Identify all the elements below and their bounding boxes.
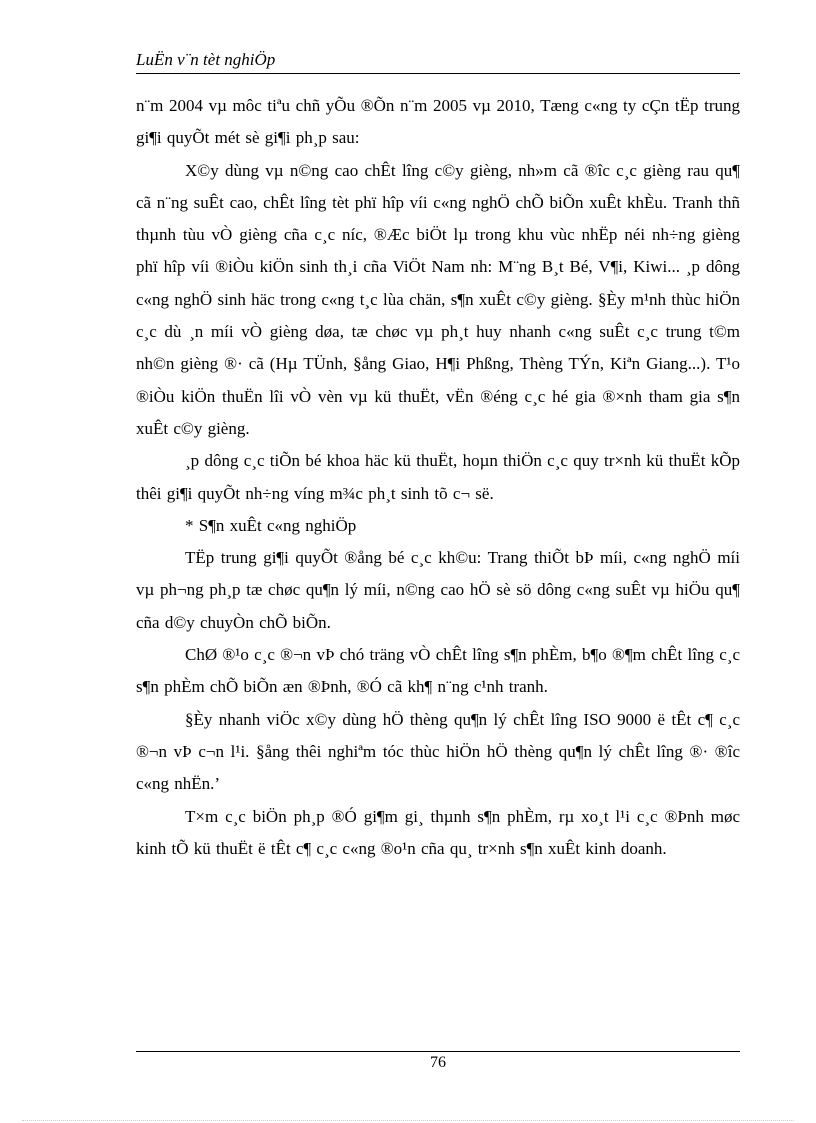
body-text <box>136 90 740 865</box>
page-number: 76 <box>430 1054 446 1071</box>
paragraph: ChØ ®¹o c¸c ®¬n vÞ chó träng vÒ chÊt lîng s¶n phÈm, b¶o ®¶m chÊt lîng c¸c s¶n phÈm chÕ biÕn æn ®Þnh, ®Ó cã kh¶ n¨ng c¹nh tranh. <box>136 645 740 697</box>
running-header: LuËn v¨n tèt nghiÖp <box>136 50 740 74</box>
section-heading: * S¶n xuÊt c«ng nghiÖp <box>185 515 357 535</box>
page-edge-divider <box>22 1120 794 1121</box>
paragraph: n¨m 2004 vµ môc tiªu chñ yÕu ®Õn n¨m 2005 vµ 2010, Tæng c«ng ty cÇn tËp trung gi¶i quyÕt mét sè gi¶i ph¸p sau: <box>136 96 740 148</box>
footer-rule <box>136 1051 740 1052</box>
paragraph: X©y dùng vµ n©ng cao chÊt lîng c©y gièng, nh»m cã ®îc c¸c gièng rau qu¶ cã n¨ng suÊt cao, chÊt lîng tèt phï hîp víi c«ng nghÖ chÕ biÕn xuÊt khÈu. Tranh thñ thµnh tùu vÒ gièng cña c¸c níc, ®Æc biÖt lµ trong khu vùc nhËp néi nh÷ng gièng phï hîp víi ®iÒu kiÖn sinh th¸i cña ViÖt Nam nh: M¨ng B¸t Bé, V¶i, Kiwi... ¸p dông c«ng nghÖ sinh häc trong c«ng t¸c lùa chän, s¶n xuÊt c©y gièng. §Èy m¹nh thùc hiÖn c¸c dù ¸n míi vÒ gièng døa, tæ chøc vµ ph¸t huy nhanh c«ng suÊt c¸c trung t©m nh©n gièng ®· cã (Hµ TÜnh, §ång Giao, H¶i Phßng, Thèng TÝn, Kiªn Giang...). T¹o ®iÒu kiÖn thuËn lîi vÒ vèn vµ kü thuËt, vËn ®éng c¸c hé gia ®×nh tham gia s¶n xuÊt c©y gièng. <box>136 160 740 438</box>
paragraph: T×m c¸c biÖn ph¸p ®Ó gi¶m gi¸ thµnh s¶n phÈm, rµ xo¸t l¹i c¸c ®Þnh møc kinh tÕ kü thuËt ë tÊt c¶ c¸c c«ng ®o¹n cña qu¸ tr×nh s¶n xuÊt kinh doanh. <box>136 806 740 858</box>
paragraph: TËp trung gi¶i quyÕt ®ång bé c¸c kh©u: Trang thiÕt bÞ míi, c«ng nghÖ míi vµ ph¬ng ph¸p tæ chøc qu¶n lý míi, n©ng cao hÖ sè sö dông c«ng suÊt vµ hiÖu qu¶ cña d©y chuyÒn chÕ biÕn. <box>136 548 740 632</box>
paragraph: ¸p dông c¸c tiÕn bé khoa häc kü thuËt, hoµn thiÖn c¸c quy tr×nh kü thuËt kÕp thêi gi¶i quyÕt nh÷ng víng m¾c ph¸t sinh tõ c¬ së. <box>136 451 740 503</box>
paragraph: §Èy nhanh viÖc x©y dùng hÖ thèng qu¶n lý chÊt lîng ISO 9000 ë tÊt c¶ c¸c ®¬n vÞ c¬n l¹i. §ång thêi nghiªm tóc thùc hiÖn hÖ thèng qu¶n lý chÊt lîng ®· ®îc c«ng nhËn.’ <box>136 709 740 794</box>
